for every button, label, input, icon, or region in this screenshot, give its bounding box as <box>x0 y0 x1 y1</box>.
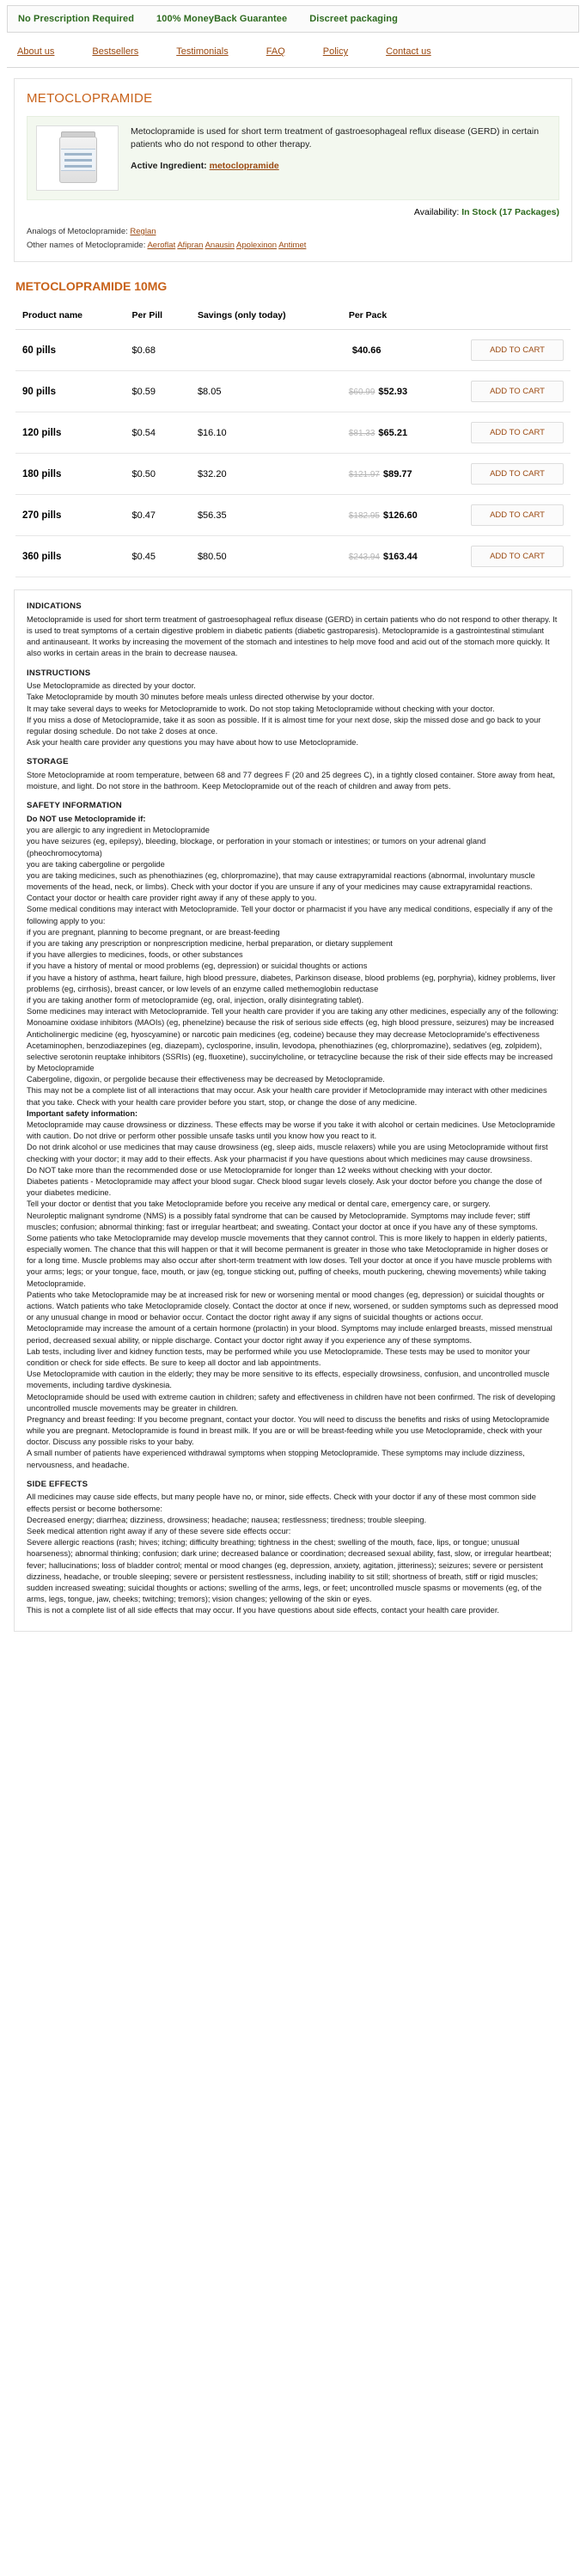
add-to-cart-button[interactable]: ADD TO CART <box>471 504 564 526</box>
important-safety-line: Some patients who take Metoclopramide may develop muscle movements that they cannot control. This is more likely to happen in elderly patients, especially women. The chance that this will happen or that it will become permanent is greater in those who take Metoclopramide in higher doses or for a long time. Muscle problems may also occur after short-term treatment with low doses. Tell your doctor at once if you have muscle problems with your arms; legs; or your tongue, face, mouth, or jaw (eg, tongue sticking out, puffing of cheeks, mouth puckering, chewing movements) while taking Metoclopramide. <box>27 1233 552 1288</box>
active-ingredient-label: Active Ingredient: <box>131 161 207 172</box>
indications-heading: INDICATIONS <box>27 601 82 612</box>
important-safety-line: Use Metoclopramide with caution in the elderly; they may be more sensitive to its effects, especially drowsiness, confusion, and uncontrolled muscle movements, including tardive dyskinesia. <box>27 1370 550 1390</box>
row-per-pack <box>342 330 464 371</box>
safety-line: if you are pregnant, planning to become pregnant, or are breast-feeding <box>27 927 280 937</box>
other-name-link-afipran[interactable]: Afipran <box>177 241 204 251</box>
row-per-pack <box>342 371 464 412</box>
row-per-pill: $0.50 <box>125 454 190 495</box>
instructions-line: Take Metoclopramide by mouth 30 minutes before meals unless directed otherwise by your doctor. <box>27 693 375 702</box>
row-per-pill: $0.68 <box>125 330 190 371</box>
important-safety-heading: Important safety information: <box>27 1108 138 1118</box>
important-safety-line: Neuroleptic malignant syndrome (NMS) is a possibly fatal syndrome that can be caused by Metoclopramide. Symptoms may include fever; stiff muscles; confusion; abnormal thinking; fast or irregular heartbeat; and sweating. Contact your doctor at once if you have any of these symptoms. <box>27 1211 538 1231</box>
top-banner <box>7 5 579 33</box>
row-price: $65.21 <box>378 427 408 438</box>
row-old-price: $182.95 <box>348 510 380 521</box>
other-name-link-anausin[interactable]: Anausin <box>204 241 235 251</box>
nav-item-testimonials[interactable]: Testimonials <box>176 46 229 57</box>
product-summary <box>27 116 559 200</box>
safety-line: Anticholinergic medicine (eg, hyoscyamine) or narcotic pain medicines (eg, codeine) because they may decrease Metoclopramide's effectiveness <box>27 1029 540 1039</box>
other-names-row <box>27 239 559 253</box>
safety-line: Monoamine oxidase inhibitors (MAOIs) (eg, phenelzine) because the risk of serious side effects (eg, high blood pressure, seizures) may be increased <box>27 1018 554 1028</box>
product-description-block <box>131 125 550 191</box>
product-image <box>36 125 119 191</box>
analogs-block <box>27 225 559 253</box>
row-savings: $32.20 <box>191 454 342 495</box>
nav-item-bestsellers[interactable]: Bestsellers <box>92 46 139 57</box>
row-price: $163.44 <box>382 551 418 562</box>
side-effects-line: This is not a complete list of all side effects that may occur. If you have questions about side effects, contact your health care provider. <box>27 1606 500 1615</box>
row-qty: 60 pills <box>15 330 125 371</box>
instructions-line: Use Metoclopramide as directed by your doctor. <box>27 681 196 691</box>
safety-line: if you are taking another form of metoclopramide (eg, oral, injection, orally disintegrating tablet). <box>27 995 364 1004</box>
add-to-cart-button[interactable]: ADD TO CART <box>471 546 564 567</box>
pricing-table <box>15 302 571 577</box>
nav-item-contact-us[interactable]: Contact us <box>386 46 431 57</box>
row-old-price: $121.97 <box>348 469 380 479</box>
table-row <box>15 454 571 495</box>
row-savings: $56.35 <box>191 495 342 536</box>
storage-line: Store Metoclopramide at room temperature, between 68 and 77 degrees F (20 and 25 degrees C), in a tightly closed container. Store away from heat, moisture, and light. Do not store in the bathroom. Keep Metoclopramide out of the reach of children and away from pets. <box>27 770 555 791</box>
important-safety-line: Patients who take Metoclopramide may be at increased risk for new or worsening mental or mood changes (eg, depression) or suicidal thoughts or actions. Watch patients who take Metoclopramide closely. Contact the doctor at once if new, worsened, or sudden symptoms such as depressed mood or any unusual change in mood or behavior occur. Contact the doctor right away if any signs of suicidal thoughts or actions occur. <box>27 1290 559 1322</box>
row-qty: 360 pills <box>15 536 125 577</box>
safety-line: you are taking medicines, such as phenothiazines (eg, chlorpromazine), that may cause extrapyramidal reactions (abnormal, involuntary muscle movements of the head, neck, or limbs). Check with your doctor if you are unsure if any of your medicines may cause extrapyramidal reactions. <box>27 870 535 892</box>
availability-row <box>27 207 559 217</box>
page-root <box>0 5 586 1632</box>
row-per-pill: $0.47 <box>125 495 190 536</box>
side-effects-line: All medicines may cause side effects, but many people have no, or minor, side effects. Check with your doctor if any of these most common side effects persist or become bothersome: <box>27 1492 536 1513</box>
instructions-line: If you miss a dose of Metoclopramide, take it as soon as possible. If it is almost time for your next dose, skip the missed dose and go back to your regular dosing schedule. Do not take 2 doses at once. <box>27 715 541 736</box>
column-action <box>464 302 571 330</box>
row-savings: $8.05 <box>191 371 342 412</box>
row-savings <box>191 330 342 371</box>
analogs-label: Analogs of Metoclopramide: <box>27 227 128 236</box>
safety-line: This may not be a complete list of all interactions that may occur. Ask your health care provider if Metoclopramide may interact with other medicines that you take. Check with your health care provider before you start, stop, or change the dose of any medicine. <box>27 1086 547 1107</box>
table-row <box>15 371 571 412</box>
important-safety-line: Metoclopramide may increase the amount of a certain hormone (prolactin) in your blood. Symptoms may include enlarged breasts, missed menstrual period, decreased sexual ability, or nipple discharge. Contact your doctor right away if you experience any of these symptoms. <box>27 1324 552 1345</box>
table-row <box>15 536 571 577</box>
nav-item-policy[interactable]: Policy <box>322 46 349 57</box>
add-to-cart-button[interactable]: ADD TO CART <box>471 463 564 485</box>
safety-line: if you have a history of mental or mood problems (eg, depression) or suicidal thoughts or actions <box>27 961 368 971</box>
safety-line: Contact your doctor or health care provider right away if any of these apply to you. <box>27 894 317 903</box>
storage-heading: STORAGE <box>27 757 69 767</box>
row-per-pill: $0.45 <box>125 536 190 577</box>
row-old-price: $60.99 <box>348 387 375 397</box>
safety-line: Some medical conditions may interact with Metoclopramide. Tell your doctor or pharmacist if you have any medical conditions, especially if any of the following apply to you: <box>27 905 553 925</box>
safety-line: Some medicines may interact with Metoclopramide. Tell your health care provider if you are taking any other medicines, especially any of the following: <box>27 1007 559 1016</box>
instructions-line: It may take several days to weeks for Metoclopramide to work. Do not stop taking Metoclopramide without checking with your doctor. <box>27 704 495 713</box>
row-qty: 90 pills <box>15 371 125 412</box>
safety-line: Cabergoline, digoxin, or pergolide because their effectiveness may be decreased by Metoclopramide. <box>27 1075 385 1084</box>
safety-line: Acetaminophen, benzodiazepines (eg, diazepam), cyclosporine, insulin, levodopa, phenothiazines (eg, chlorpromazine), sedatives (eg, zolpidem), selective serotonin reuptake inhibitors (SSRIs) (eg, fluoxetine), succinylcholine, or tetracycline because the risk of their side effects may be increased by Metoclopramide <box>27 1041 553 1073</box>
active-ingredient-row <box>131 160 550 173</box>
side-effects-line: Seek medical attention right away if any of these severe side effects occur: <box>27 1527 291 1536</box>
important-safety-line: Metoclopramide should be used with extreme caution in children; safety and effectiveness in children have not been confirmed. The risk of developing uncontrolled muscle movements may be greater in children. <box>27 1392 556 1413</box>
table-header-row <box>15 302 571 330</box>
add-to-cart-button[interactable]: ADD TO CART <box>471 381 564 402</box>
nav-item-faq[interactable]: FAQ <box>266 46 285 57</box>
analogs-row <box>27 225 559 239</box>
row-old-price: $243.94 <box>348 552 380 562</box>
side-effects-line: Decreased energy; diarrhea; dizziness, drowsiness; headache; nausea; restlessness; tiredness; trouble sleeping. <box>27 1515 427 1524</box>
product-title: METOCLOPRAMIDE <box>27 91 153 106</box>
instructions-line: Ask your health care provider any questions you may have about how to use Metoclopramide. <box>27 738 359 748</box>
other-name-link-apolexinon[interactable]: Apolexinon <box>236 241 278 251</box>
other-names-label: Other names of Metoclopramide: <box>27 241 146 251</box>
row-price: $40.66 <box>351 345 382 356</box>
column-per-pack: Per Pack <box>342 302 464 330</box>
product-description: Metoclopramide is used for short term treatment of gastroesophageal reflux disease (GERD) in certain patients who do not respond to other therapy. <box>131 126 540 150</box>
table-row <box>15 495 571 536</box>
safety-line: if you have a history of asthma, heart failure, high blood pressure, diabetes, Parkinson disease, blood problems (eg, porphyria), kidney problems, liver problems (eg, cirrhosis), breast cancer, or low levels of an enzyme called methemoglobin reductase <box>27 973 556 993</box>
safety-line: if you are taking any prescription or nonprescription medicine, herbal preparation, or dietary supplement <box>27 939 393 949</box>
important-safety-line: Tell your doctor or dentist that you take Metoclopramide before you receive any medical or dental care, emergency care, or surgery. <box>27 1199 491 1209</box>
row-qty: 120 pills <box>15 412 125 454</box>
safety-heading: SAFETY INFORMATION <box>27 801 122 811</box>
banner-item-moneyback: 100% MoneyBack Guarantee <box>156 14 288 24</box>
availability-label: Availability: <box>413 207 460 217</box>
side-effects-line: Severe allergic reactions (rash; hives; itching; difficulty breathing; tightness in the chest; swelling of the mouth, face, lips, or tongue; unusual hoarseness); abnormal thinking; confusion; dark urine; decreased balance or coordination; decreased sexual ability, fast, slow, or irregular heartbeat; fever; hallucinations; loss of bladder control; mental or mood changes (eg, depression, anxiety, agitation, jitteriness); seizures; severe or persistent dizziness, headache, or trouble sleeping; severe or persistent restlessness, including inability to sit still; shortness of breath, stiff or rigid muscles; sudden increased sweating; suicidal thoughts or actions; swelling of the arms, legs, or feet; uncontrolled muscle spasms or movements (eg, of the arms, legs, tongue, jaw, cheeks; twitching; tremors); vision changes; yellowing of the skin or eyes. <box>27 1538 552 1604</box>
main-navigation <box>7 41 579 68</box>
pricing-heading: METOCLOPRAMIDE 10MG <box>15 279 168 294</box>
banner-item-prescription: No Prescription Required <box>18 14 135 24</box>
nav-item-about-us[interactable]: About us <box>17 46 55 57</box>
row-per-pill: $0.54 <box>125 412 190 454</box>
safety-line: you are allergic to any ingredient in Metoclopramide <box>27 826 210 835</box>
row-savings: $16.10 <box>191 412 342 454</box>
other-name-link-antimet[interactable]: Antimet <box>278 241 307 251</box>
row-per-pack <box>342 495 464 536</box>
important-safety-line: Do NOT take more than the recommended dose or use Metoclopramide for longer than 12 weeks without checking with your doctor. <box>27 1165 492 1175</box>
column-savings: Savings (only today) <box>191 302 342 330</box>
safety-line: you are taking cabergoline or pergolide <box>27 859 165 869</box>
drug-information-panel <box>14 589 572 1631</box>
row-per-pack <box>342 412 464 454</box>
row-qty: 270 pills <box>15 495 125 536</box>
row-savings: $80.50 <box>191 536 342 577</box>
safety-subtitle: Do NOT use Metoclopramide if: <box>27 814 146 823</box>
row-price: $89.77 <box>382 468 412 479</box>
important-safety-line: Lab tests, including liver and kidney function tests, may be performed while you use Metoclopramide. These tests may be used to monitor your condition or check for side effects. Be sure to keep all doctor and lab appointments. <box>27 1346 530 1367</box>
table-row <box>15 412 571 454</box>
active-ingredient-link[interactable]: metoclopramide <box>209 161 279 172</box>
row-per-pack <box>342 536 464 577</box>
add-to-cart-button[interactable]: ADD TO CART <box>471 422 564 443</box>
analog-link-reglan[interactable]: Reglan <box>130 227 156 236</box>
add-to-cart-button[interactable]: ADD TO CART <box>471 339 564 361</box>
availability-value: In Stock (17 Packages) <box>461 207 559 217</box>
other-name-link-aeroflat[interactable]: Aeroflat <box>147 241 176 251</box>
row-old-price: $81.33 <box>348 428 375 438</box>
row-qty: 180 pills <box>15 454 125 495</box>
important-safety-line: Pregnancy and breast feeding: If you become pregnant, contact your doctor. You will need to discuss the benefits and risks of using Metoclopramide while you are pregnant. Metoclopramide is found in breast milk. If you are or will be breast-feeding while you use Metoclopramide, check with your doctor. Discuss any possible risks to your baby. <box>27 1414 550 1447</box>
instructions-heading: INSTRUCTIONS <box>27 668 91 678</box>
important-safety-line: Do not drink alcohol or use medicines that may cause drowsiness (eg, sleep aids, muscle relaxers) while you are using Metoclopramide without first checking with your doctor; it may add to their effects. Ask your pharmacist if you have questions about which medicines may cause drowsiness. <box>27 1143 548 1163</box>
side-effects-heading: SIDE EFFECTS <box>27 1479 89 1489</box>
row-per-pack <box>342 454 464 495</box>
table-row <box>15 330 571 371</box>
row-per-pill: $0.59 <box>125 371 190 412</box>
indications-text: Metoclopramide is used for short term treatment of gastroesophageal reflux disease (GERD) in certain patients who do not respond to other therapy. It is used to treat symptoms of a certain digestive problem in diabetic patients (diabetic gastroparesis). Metoclopramide is a gastrointestinal stimulant and antinauseant. It works by increasing the movement of the stomach and intestines to help move food and acid out of the stomach more quickly. It also works in certain areas in the brain to decrease nausea. <box>27 614 558 658</box>
row-price: $126.60 <box>382 510 418 521</box>
column-per-pill: Per Pill <box>125 302 190 330</box>
important-safety-line: A small number of patients have experienced withdrawal symptoms when stopping Metoclopramide. These symptoms may include dizziness, nervousness, and headache. <box>27 1449 525 1469</box>
product-card <box>14 78 572 262</box>
safety-line: if you have allergies to medicines, foods, or other substances <box>27 950 243 960</box>
safety-line: you have seizures (eg, epilepsy), bleeding, blockage, or perforation in your stomach or intestines; or tumors on your adrenal gland (pheochromocytoma) <box>27 837 486 858</box>
important-safety-line: Diabetes patients - Metoclopramide may affect your blood sugar. Check blood sugar levels closely. Ask your doctor before you change the dose of your diabetes medicine. <box>27 1176 542 1198</box>
banner-item-packaging: Discreet packaging <box>309 14 398 24</box>
column-product-name: Product name <box>15 302 125 330</box>
important-safety-line: Metoclopramide may cause drowsiness or dizziness. These effects may be worse if you take it with alcohol or certain medicines. Use Metoclopramide with caution. Do not drive or perform other possible unsafe tasks until you know how you react to it. <box>27 1120 556 1141</box>
row-price: $52.93 <box>378 386 408 397</box>
